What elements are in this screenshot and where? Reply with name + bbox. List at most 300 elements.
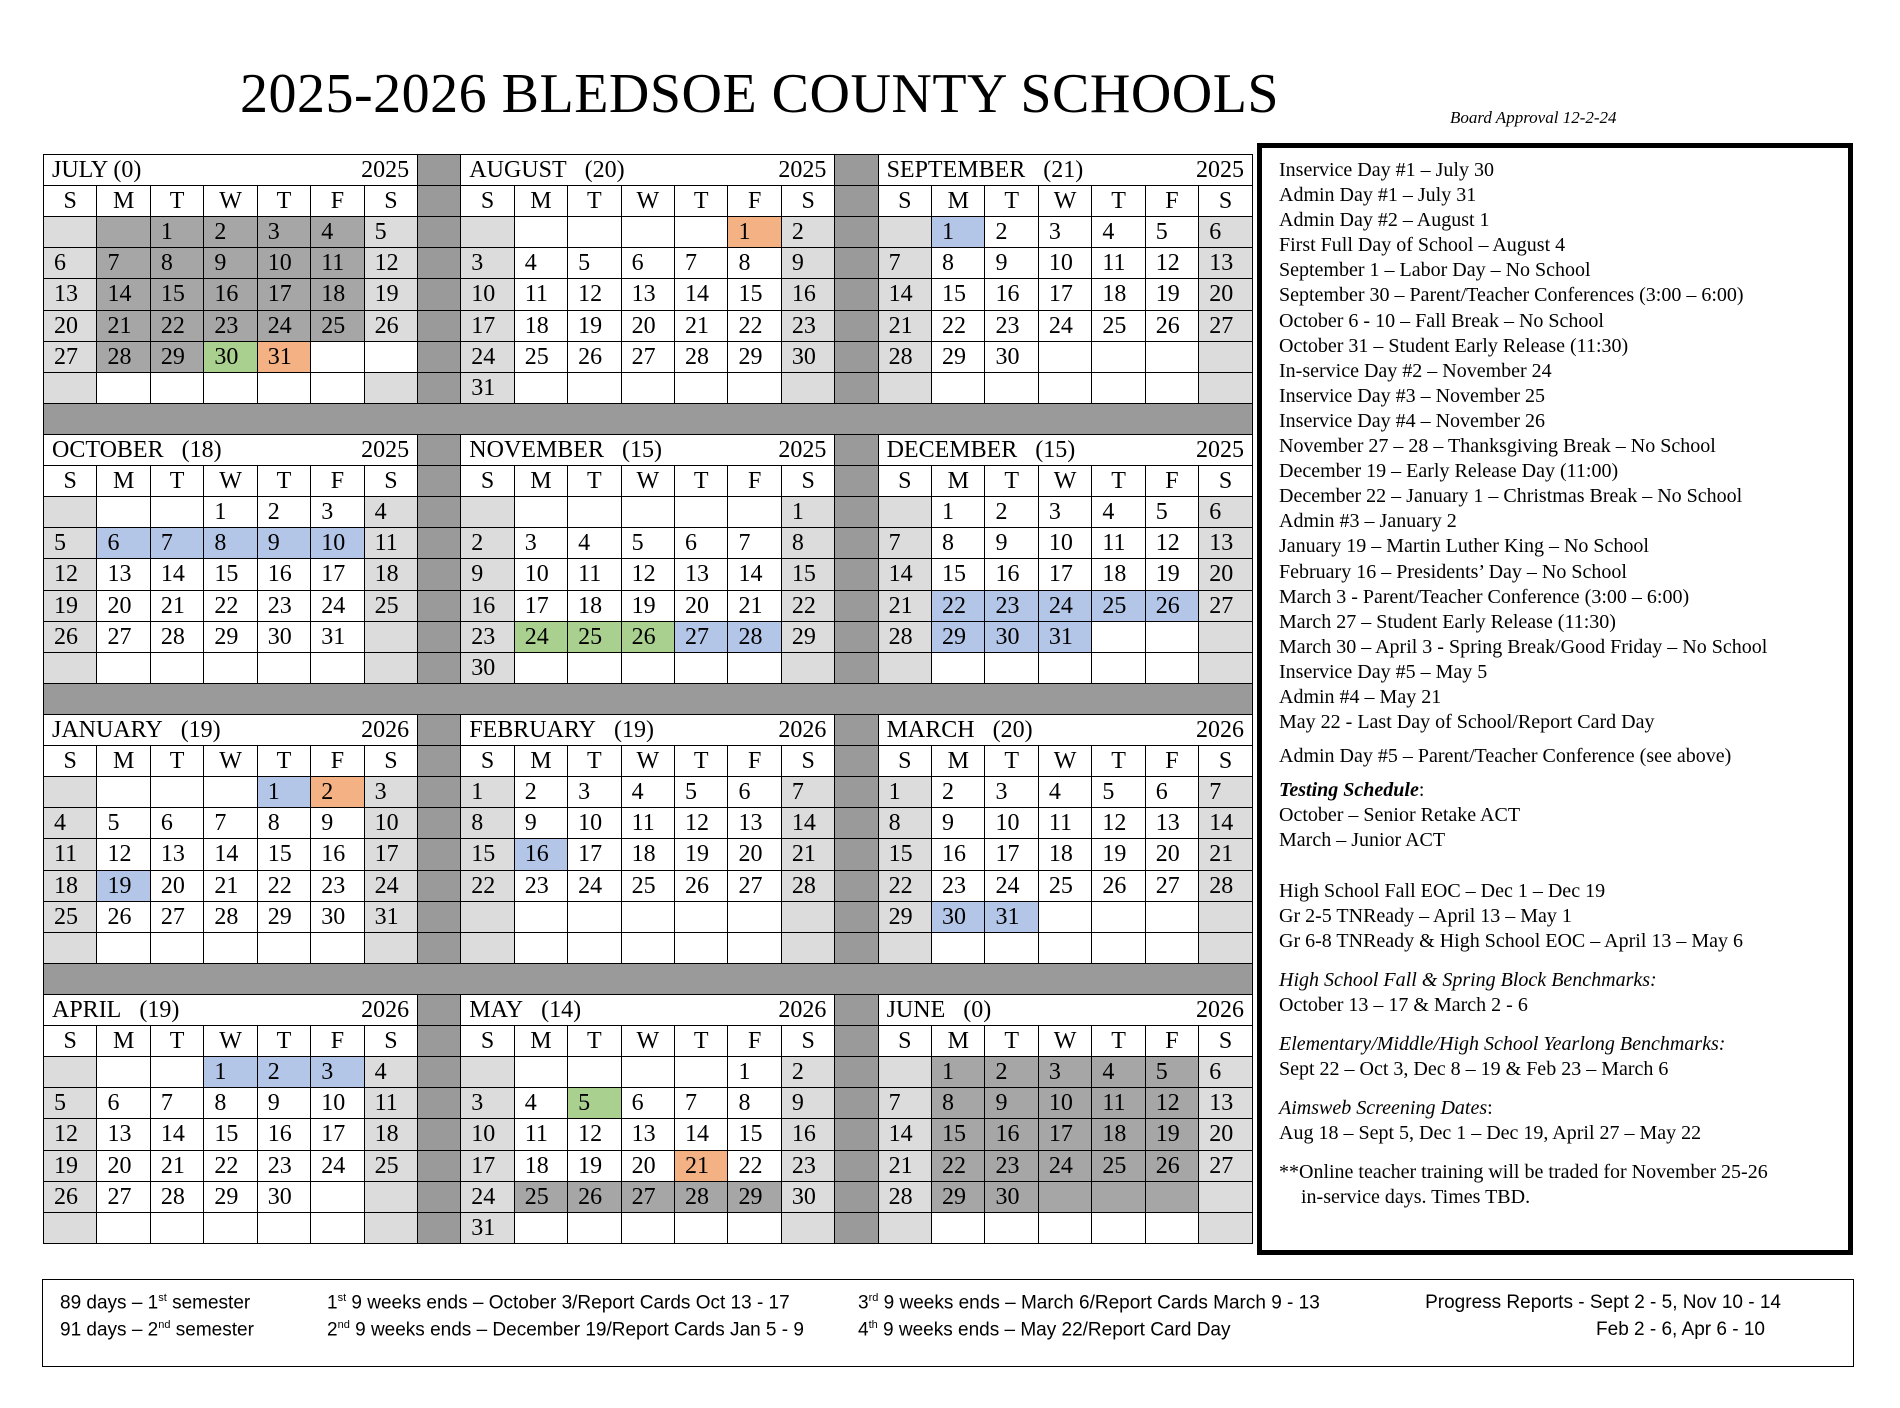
day-cell: 26 bbox=[1145, 590, 1198, 621]
day-cell bbox=[364, 341, 417, 372]
column-separator bbox=[418, 310, 461, 341]
day-cell: 22 bbox=[461, 870, 514, 901]
weekday-header: T bbox=[568, 466, 621, 497]
month-header bbox=[44, 155, 418, 186]
day-cell bbox=[257, 932, 310, 963]
day-cell: 27 bbox=[1199, 1150, 1253, 1181]
day-cell: 1 bbox=[461, 777, 514, 808]
day-cell: 2 bbox=[985, 497, 1038, 528]
month-header bbox=[878, 155, 1252, 186]
day-cell bbox=[1199, 932, 1253, 963]
day-cell: 2 bbox=[781, 217, 835, 248]
day-cell: 14 bbox=[728, 559, 781, 590]
day-cell bbox=[44, 217, 97, 248]
day-cell: 13 bbox=[1145, 808, 1198, 839]
weekday-header: W bbox=[1038, 1026, 1091, 1057]
day-cell: 12 bbox=[44, 1119, 97, 1150]
day-cell: 20 bbox=[150, 870, 203, 901]
column-separator bbox=[418, 497, 461, 528]
weekday-header: T bbox=[150, 466, 203, 497]
day-cell: 9 bbox=[204, 248, 257, 279]
day-cell: 26 bbox=[1092, 870, 1145, 901]
month-year: 2025 bbox=[1196, 437, 1244, 464]
page-title: 2025-2026 BLEDSOE COUNTY SCHOOLS bbox=[240, 63, 1280, 125]
day-cell: 27 bbox=[1199, 310, 1253, 341]
important-date-item: Inservice Day #4 – November 26 bbox=[1279, 409, 1546, 432]
day-cell: 6 bbox=[728, 777, 781, 808]
day-cell: 14 bbox=[675, 279, 728, 310]
day-cell: 20 bbox=[97, 1150, 150, 1181]
day-cell: 23 bbox=[514, 870, 567, 901]
day-cell: 21 bbox=[878, 310, 931, 341]
day-cell: 16 bbox=[985, 559, 1038, 590]
day-cell: 2 bbox=[514, 777, 567, 808]
day-cell: 15 bbox=[257, 839, 310, 870]
column-separator bbox=[418, 341, 461, 372]
day-cell bbox=[204, 777, 257, 808]
column-separator bbox=[835, 1212, 878, 1243]
day-cell: 4 bbox=[364, 497, 417, 528]
day-cell: 11 bbox=[568, 559, 621, 590]
day-cell: 12 bbox=[621, 559, 674, 590]
month-header bbox=[878, 994, 1252, 1025]
day-cell: 4 bbox=[514, 248, 567, 279]
day-cell bbox=[1038, 1212, 1091, 1243]
important-date-item: October 31 – Student Early Release (11:30) bbox=[1279, 334, 1629, 357]
day-cell bbox=[878, 217, 931, 248]
column-separator bbox=[835, 839, 878, 870]
day-cell: 6 bbox=[621, 248, 674, 279]
day-cell: 30 bbox=[932, 901, 985, 932]
column-separator bbox=[835, 559, 878, 590]
weekday-header: W bbox=[204, 186, 257, 217]
day-cell: 21 bbox=[150, 590, 203, 621]
day-cell: 22 bbox=[150, 310, 203, 341]
day-cell: 20 bbox=[1199, 559, 1253, 590]
day-cell: 2 bbox=[985, 1057, 1038, 1088]
quarter-3-end: 3rd 9 weeks ends – March 6/Report Cards March 9 - 13 bbox=[858, 1292, 1320, 1314]
testing-item: October – Senior Retake ACT bbox=[1279, 804, 1521, 827]
day-cell: 1 bbox=[257, 777, 310, 808]
weekday-header: M bbox=[97, 186, 150, 217]
day-cell: 1 bbox=[932, 1057, 985, 1088]
day-cell: 10 bbox=[985, 808, 1038, 839]
day-cell: 5 bbox=[621, 528, 674, 559]
day-cell bbox=[44, 372, 97, 403]
school-day-count: (18) bbox=[181, 437, 222, 464]
day-cell: 20 bbox=[675, 590, 728, 621]
day-cell bbox=[150, 777, 203, 808]
column-separator bbox=[835, 1119, 878, 1150]
day-cell bbox=[97, 777, 150, 808]
day-cell: 14 bbox=[204, 839, 257, 870]
day-cell: 8 bbox=[204, 528, 257, 559]
day-cell: 25 bbox=[1092, 1150, 1145, 1181]
weekday-header: T bbox=[675, 466, 728, 497]
day-cell bbox=[514, 1057, 567, 1088]
day-cell: 28 bbox=[675, 1181, 728, 1212]
weekday-header: F bbox=[728, 466, 781, 497]
weekday-header: S bbox=[461, 186, 514, 217]
board-approval-note: Board Approval 12-2-24 bbox=[1450, 108, 1617, 127]
column-separator bbox=[418, 590, 461, 621]
day-cell: 21 bbox=[878, 1150, 931, 1181]
weekday-header: W bbox=[621, 466, 674, 497]
weekday-header: S bbox=[44, 466, 97, 497]
day-cell bbox=[621, 1057, 674, 1088]
day-cell: 20 bbox=[1199, 279, 1253, 310]
day-cell: 22 bbox=[932, 310, 985, 341]
day-cell bbox=[461, 901, 514, 932]
day-cell: 25 bbox=[514, 341, 567, 372]
day-cell: 26 bbox=[364, 310, 417, 341]
day-cell: 7 bbox=[878, 528, 931, 559]
day-cell: 24 bbox=[364, 870, 417, 901]
day-cell: 25 bbox=[364, 590, 417, 621]
day-cell: 20 bbox=[728, 839, 781, 870]
day-cell: 31 bbox=[364, 901, 417, 932]
day-cell: 7 bbox=[204, 808, 257, 839]
important-date-item: October 6 - 10 – Fall Break – No School bbox=[1279, 309, 1604, 332]
month-name: DECEMBER bbox=[886, 437, 1018, 464]
day-cell: 21 bbox=[675, 1150, 728, 1181]
day-cell: 10 bbox=[1038, 248, 1091, 279]
aimsweb-dates: Aug 18 – Sept 5, Dec 1 – Dec 19, April 27 – May 22 bbox=[1279, 1122, 1702, 1145]
day-cell: 2 bbox=[204, 217, 257, 248]
day-cell bbox=[675, 1212, 728, 1243]
day-cell: 13 bbox=[150, 839, 203, 870]
weekday-header: F bbox=[1145, 746, 1198, 777]
day-cell: 8 bbox=[150, 248, 203, 279]
day-cell: 4 bbox=[514, 1088, 567, 1119]
month-name: MARCH bbox=[886, 717, 975, 744]
weekday-header: F bbox=[1145, 1026, 1198, 1057]
weekday-header: T bbox=[1092, 746, 1145, 777]
day-cell bbox=[878, 497, 931, 528]
day-cell bbox=[932, 1212, 985, 1243]
day-cell: 12 bbox=[1092, 808, 1145, 839]
day-cell: 29 bbox=[728, 341, 781, 372]
day-cell: 18 bbox=[1092, 559, 1145, 590]
day-cell: 23 bbox=[311, 870, 364, 901]
day-cell: 30 bbox=[985, 621, 1038, 652]
column-separator bbox=[835, 466, 878, 497]
day-cell: 3 bbox=[311, 497, 364, 528]
day-cell bbox=[728, 1212, 781, 1243]
day-cell bbox=[1145, 341, 1198, 372]
day-cell bbox=[1092, 372, 1145, 403]
day-cell: 3 bbox=[1038, 1057, 1091, 1088]
day-cell: 26 bbox=[1145, 310, 1198, 341]
online-training-note-cont: in-service days. Times TBD. bbox=[1301, 1186, 1531, 1209]
day-cell: 27 bbox=[44, 341, 97, 372]
day-cell bbox=[311, 1212, 364, 1243]
day-cell: 16 bbox=[985, 279, 1038, 310]
day-cell bbox=[728, 497, 781, 528]
day-cell: 10 bbox=[311, 1088, 364, 1119]
day-cell: 19 bbox=[44, 590, 97, 621]
weekday-header: T bbox=[257, 1026, 310, 1057]
day-cell: 23 bbox=[204, 310, 257, 341]
weekday-header: S bbox=[461, 1026, 514, 1057]
day-cell: 26 bbox=[1145, 1150, 1198, 1181]
day-cell bbox=[568, 901, 621, 932]
day-cell: 1 bbox=[932, 217, 985, 248]
month-year: 2025 bbox=[361, 157, 410, 184]
day-cell: 19 bbox=[97, 870, 150, 901]
month-year: 2026 bbox=[361, 997, 410, 1023]
day-cell: 17 bbox=[461, 310, 514, 341]
day-cell bbox=[1092, 652, 1145, 683]
day-cell: 21 bbox=[204, 870, 257, 901]
day-cell: 5 bbox=[1145, 1057, 1198, 1088]
day-cell: 5 bbox=[44, 1088, 97, 1119]
important-date-item: Inservice Day #3 – November 25 bbox=[1279, 384, 1546, 407]
day-cell bbox=[514, 932, 567, 963]
day-cell bbox=[311, 932, 364, 963]
day-cell bbox=[1145, 652, 1198, 683]
day-cell: 14 bbox=[878, 1119, 931, 1150]
day-cell: 17 bbox=[1038, 1119, 1091, 1150]
weekday-header: T bbox=[257, 466, 310, 497]
column-separator bbox=[835, 1026, 878, 1057]
day-cell: 13 bbox=[97, 1119, 150, 1150]
day-cell: 6 bbox=[1199, 497, 1253, 528]
month-header bbox=[878, 434, 1252, 465]
day-cell: 8 bbox=[461, 808, 514, 839]
weekday-header: T bbox=[257, 746, 310, 777]
day-cell bbox=[781, 652, 835, 683]
column-separator bbox=[835, 155, 878, 186]
day-cell bbox=[728, 652, 781, 683]
day-cell: 12 bbox=[1145, 1088, 1198, 1119]
important-date-item: February 16 – Presidents’ Day – No School bbox=[1279, 560, 1627, 583]
day-cell: 26 bbox=[568, 1181, 621, 1212]
day-cell: 12 bbox=[97, 839, 150, 870]
day-cell: 16 bbox=[461, 590, 514, 621]
day-cell bbox=[1092, 621, 1145, 652]
day-cell: 22 bbox=[781, 590, 835, 621]
day-cell: 3 bbox=[985, 777, 1038, 808]
day-cell: 22 bbox=[728, 310, 781, 341]
column-separator bbox=[835, 746, 878, 777]
day-cell bbox=[204, 652, 257, 683]
testing-item: March – Junior ACT bbox=[1279, 829, 1446, 852]
day-cell: 23 bbox=[781, 310, 835, 341]
school-day-count: (15) bbox=[621, 437, 662, 464]
column-separator bbox=[835, 621, 878, 652]
day-cell bbox=[364, 621, 417, 652]
day-cell: 29 bbox=[932, 341, 985, 372]
day-cell bbox=[675, 372, 728, 403]
weekday-header: T bbox=[675, 746, 728, 777]
day-cell: 6 bbox=[1199, 1057, 1253, 1088]
day-cell: 24 bbox=[1038, 310, 1091, 341]
day-cell: 8 bbox=[878, 808, 931, 839]
day-cell bbox=[621, 901, 674, 932]
day-cell bbox=[311, 372, 364, 403]
day-cell: 6 bbox=[97, 528, 150, 559]
day-cell bbox=[257, 652, 310, 683]
day-cell bbox=[568, 372, 621, 403]
column-separator bbox=[418, 1119, 461, 1150]
day-cell bbox=[1199, 901, 1253, 932]
column-separator bbox=[835, 186, 878, 217]
day-cell: 31 bbox=[985, 901, 1038, 932]
yearlong-benchmarks-heading: Elementary/Middle/High School Yearlong Benchmarks: bbox=[1279, 1033, 1726, 1055]
day-cell: 4 bbox=[1092, 1057, 1145, 1088]
day-cell: 21 bbox=[781, 839, 835, 870]
column-separator bbox=[418, 248, 461, 279]
day-cell bbox=[44, 497, 97, 528]
day-cell: 18 bbox=[514, 310, 567, 341]
day-cell bbox=[1145, 1212, 1198, 1243]
day-cell: 29 bbox=[204, 1181, 257, 1212]
day-cell: 19 bbox=[1145, 279, 1198, 310]
day-cell: 16 bbox=[985, 1119, 1038, 1150]
day-cell: 6 bbox=[621, 1088, 674, 1119]
day-cell: 14 bbox=[97, 279, 150, 310]
day-cell: 1 bbox=[728, 1057, 781, 1088]
day-cell: 1 bbox=[781, 497, 835, 528]
day-cell: 31 bbox=[257, 341, 310, 372]
day-cell: 16 bbox=[514, 839, 567, 870]
day-cell: 30 bbox=[461, 652, 514, 683]
day-cell: 12 bbox=[568, 1119, 621, 1150]
day-cell bbox=[1092, 901, 1145, 932]
day-cell bbox=[1092, 341, 1145, 372]
school-day-count: (19) bbox=[613, 717, 654, 744]
weekday-header: M bbox=[514, 466, 567, 497]
weekday-header: M bbox=[97, 1026, 150, 1057]
day-cell: 28 bbox=[150, 1181, 203, 1212]
day-cell: 1 bbox=[878, 777, 931, 808]
day-cell: 19 bbox=[364, 279, 417, 310]
day-cell bbox=[97, 652, 150, 683]
important-date-item: Inservice Day #5 – May 5 bbox=[1279, 660, 1488, 683]
day-cell bbox=[1038, 901, 1091, 932]
day-cell bbox=[878, 1057, 931, 1088]
day-cell bbox=[1145, 621, 1198, 652]
day-cell: 16 bbox=[204, 279, 257, 310]
weekday-header: W bbox=[204, 1026, 257, 1057]
day-cell: 28 bbox=[204, 901, 257, 932]
day-cell: 30 bbox=[204, 341, 257, 372]
weekday-header: S bbox=[1199, 186, 1253, 217]
day-cell: 16 bbox=[257, 1119, 310, 1150]
day-cell: 6 bbox=[675, 528, 728, 559]
weekday-header: W bbox=[621, 1026, 674, 1057]
weekday-header: S bbox=[781, 746, 835, 777]
aimsweb-heading: Aimsweb Screening Dates: bbox=[1279, 1097, 1493, 1120]
column-separator bbox=[418, 932, 461, 963]
day-cell: 1 bbox=[204, 497, 257, 528]
day-cell bbox=[1038, 652, 1091, 683]
month-name: FEBRUARY bbox=[469, 717, 596, 744]
day-cell: 3 bbox=[1038, 497, 1091, 528]
day-cell: 20 bbox=[44, 310, 97, 341]
day-cell: 11 bbox=[514, 279, 567, 310]
important-date-item: Admin #3 – January 2 bbox=[1279, 510, 1457, 533]
day-cell: 9 bbox=[781, 1088, 835, 1119]
day-cell: 22 bbox=[728, 1150, 781, 1181]
day-cell: 17 bbox=[1038, 279, 1091, 310]
progress-reports-1: Progress Reports - Sept 2 - 5, Nov 10 - 14 bbox=[1425, 1292, 1781, 1313]
day-cell: 8 bbox=[257, 808, 310, 839]
weekday-header: S bbox=[44, 1026, 97, 1057]
column-separator bbox=[835, 901, 878, 932]
day-cell: 9 bbox=[985, 1088, 1038, 1119]
day-cell: 19 bbox=[1145, 559, 1198, 590]
weekday-header: T bbox=[1092, 186, 1145, 217]
weekday-header: F bbox=[728, 1026, 781, 1057]
day-cell: 11 bbox=[1092, 1088, 1145, 1119]
day-cell: 18 bbox=[568, 590, 621, 621]
weekday-header: T bbox=[1092, 1026, 1145, 1057]
day-cell: 16 bbox=[781, 279, 835, 310]
weekday-header: T bbox=[675, 186, 728, 217]
day-cell: 14 bbox=[878, 279, 931, 310]
day-cell bbox=[97, 1057, 150, 1088]
day-cell bbox=[1145, 901, 1198, 932]
day-cell: 18 bbox=[311, 279, 364, 310]
day-cell: 9 bbox=[311, 808, 364, 839]
important-dates-list bbox=[1279, 158, 1834, 735]
important-date-item: First Full Day of School – August 4 bbox=[1279, 234, 1566, 257]
weekday-header: S bbox=[44, 186, 97, 217]
quarter-1-end: 1st 9 weeks ends – October 3/Report Cards Oct 13 - 17 bbox=[327, 1292, 790, 1314]
day-cell bbox=[364, 372, 417, 403]
column-separator bbox=[835, 777, 878, 808]
column-separator bbox=[418, 901, 461, 932]
day-cell: 24 bbox=[311, 590, 364, 621]
column-separator bbox=[418, 994, 461, 1025]
month-name: AUGUST bbox=[469, 157, 567, 184]
important-dates-panel bbox=[1257, 143, 1853, 1255]
day-cell bbox=[44, 652, 97, 683]
day-cell: 15 bbox=[932, 279, 985, 310]
weekday-header: F bbox=[1145, 186, 1198, 217]
day-cell: 19 bbox=[1145, 1119, 1198, 1150]
day-cell: 21 bbox=[150, 1150, 203, 1181]
day-cell: 13 bbox=[1199, 1088, 1253, 1119]
weekday-header: F bbox=[728, 186, 781, 217]
day-cell: 23 bbox=[257, 1150, 310, 1181]
day-cell: 14 bbox=[1199, 808, 1253, 839]
day-cell: 8 bbox=[932, 1088, 985, 1119]
weekday-header: F bbox=[311, 466, 364, 497]
day-cell: 8 bbox=[728, 248, 781, 279]
weekday-header: M bbox=[514, 1026, 567, 1057]
day-cell: 9 bbox=[257, 1088, 310, 1119]
weekday-header: S bbox=[44, 746, 97, 777]
day-cell bbox=[311, 652, 364, 683]
day-cell bbox=[1038, 1181, 1091, 1212]
day-cell bbox=[150, 1057, 203, 1088]
weekday-header: T bbox=[568, 746, 621, 777]
row-separator bbox=[44, 683, 1253, 714]
weekday-header: M bbox=[932, 466, 985, 497]
weekday-header: M bbox=[514, 186, 567, 217]
month-name: APRIL bbox=[52, 997, 122, 1023]
day-cell: 18 bbox=[1038, 839, 1091, 870]
day-cell: 25 bbox=[364, 1150, 417, 1181]
weekday-header: T bbox=[985, 466, 1038, 497]
day-cell bbox=[568, 932, 621, 963]
important-date-item: March 27 – Student Early Release (11:30) bbox=[1279, 610, 1616, 633]
day-cell: 3 bbox=[1038, 217, 1091, 248]
day-cell: 6 bbox=[1145, 777, 1198, 808]
